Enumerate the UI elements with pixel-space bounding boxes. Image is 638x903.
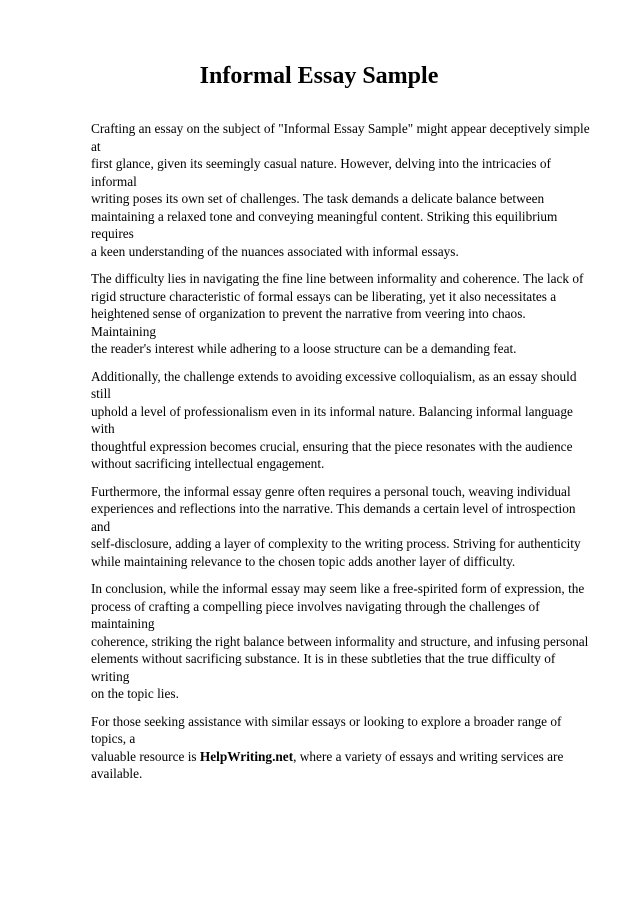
brand-name: HelpWriting.net bbox=[199, 748, 294, 764]
paragraph-colloquialism: Additionally, the challenge extends to avoiding excessive colloquialism, as an essay should still uphold a level of professionalism even in its informal nature. Balancing informal language with thoughtful expression becomes crucial, ensuring that the piece resonates with the audience without sacrificing intellectual engagement. bbox=[91, 368, 577, 471]
page-title: Informal Essay Sample bbox=[199, 63, 439, 89]
closing-text-after: , where a variety of essays and writing services are available. bbox=[91, 748, 564, 781]
paragraph-personal-touch: Furthermore, the informal essay genre often requires a personal touch, weaving individual experiences and reflections into the narrative. This demands a certain level of introspection and self-disclosure, adding a layer of complexity to the writing process. Striving for authenticity while maintaining relevance to the chosen topic adds another layer of difficulty. bbox=[91, 483, 581, 569]
paragraph-intro: Crafting an essay on the subject of "Informal Essay Sample" might appear deceptively simple at first glance, given its seemingly casual nature. However, delving into the intricacies of informal writing poses its own set of challenges. The task demands a delicate balance between maintaining a relaxed tone and conveying meaningful content. Striking this equilibrium requires a keen understanding of the nuances associated with informal essays. bbox=[91, 121, 590, 259]
paragraph-conclusion: In conclusion, while the informal essay may seem like a free-spirited form of expression, the process of crafting a compelling piece involves navigating through the challenges of maintaining coherence, striking the right balance between informality and structure, and infusing personal elements without sacrificing substance. It is in these subtleties that the true difficulty of writing on the topic lies. bbox=[91, 581, 589, 701]
paragraph-difficulty: The difficulty lies in navigating the fine line between informality and coherence. The lack of rigid structure characteristic of formal essays can be liberating, yet it also necessitates a heightened sense of organization to prevent the narrative from veering into chaos. Maintaining the reader's interest while adhering to a loose structure can be a demanding feat. bbox=[91, 271, 584, 356]
closing-text-before: For those seeking assistance with similar essays or looking to explore a broader range of topics, a valuable resource is bbox=[91, 713, 562, 764]
paragraph-closing bbox=[91, 713, 593, 783]
essay-body bbox=[91, 120, 593, 793]
